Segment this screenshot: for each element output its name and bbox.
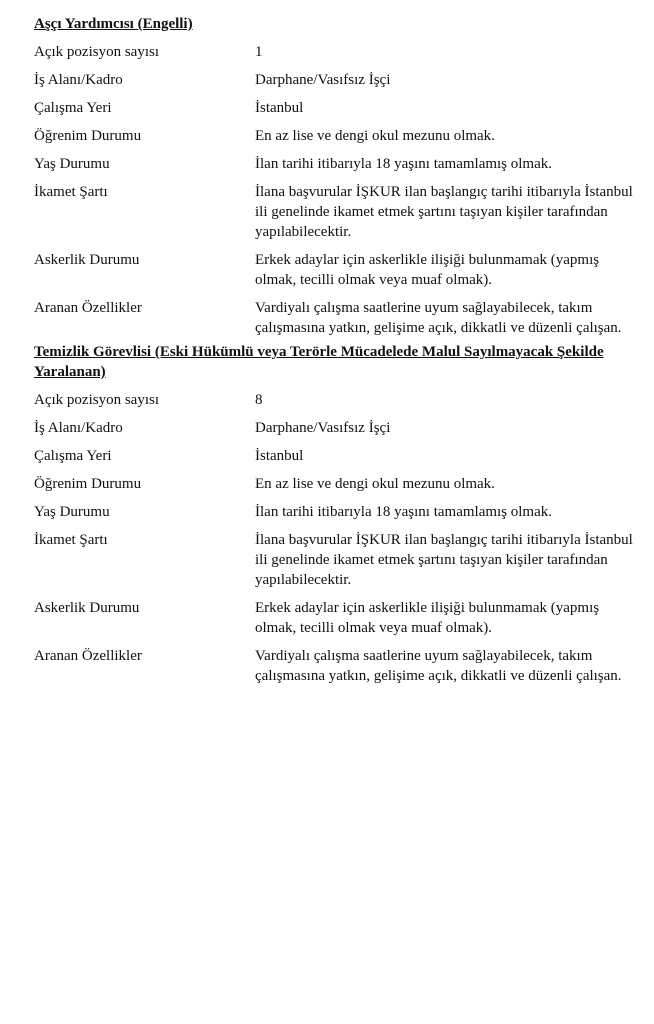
row-label: Çalışma Yeri [34, 448, 112, 464]
row-value: En az lise ve dengi okul mezunu olmak. [255, 128, 495, 144]
row-value: Darphane/Vasıfsız İşçi [255, 72, 391, 88]
section-title: Temizlik Görevlisi (Eski Hükümlü veya Terörle Mücadelede Malul Sayılmayacak Şekilde Yaralanan) [34, 344, 604, 380]
job-section-cleaning-staff [34, 342, 634, 686]
table-row-work-area [34, 418, 634, 438]
row-label: Askerlik Durumu [34, 600, 140, 616]
row-value: İlan tarihi itibarıyla 18 yaşını tamamlamış olmak. [255, 504, 553, 520]
table-row-residence [34, 182, 634, 242]
row-label: Açık pozisyon sayısı [34, 392, 159, 408]
document-page [34, 14, 634, 694]
job-section-cook-assistant [34, 14, 634, 338]
row-label: Öğrenim Durumu [34, 128, 142, 144]
row-value: İlana başvurular İŞKUR ilan başlangıç tarihi itibarıyla İstanbul ili genelinde ikamet etmek şartını taşıyan kişiler tarafından yapılabilecektir. [255, 184, 633, 240]
table-row-work-location [34, 98, 634, 118]
row-label: Yaş Durumu [34, 504, 110, 520]
row-label: Yaş Durumu [34, 156, 110, 172]
row-value: Darphane/Vasıfsız İşçi [255, 420, 391, 436]
table-row-education [34, 474, 634, 494]
row-label: İkamet Şartı [34, 184, 108, 200]
table-row-work-area [34, 70, 634, 90]
row-label: Çalışma Yeri [34, 100, 112, 116]
row-label: İkamet Şartı [34, 532, 108, 548]
row-label: İş Alanı/Kadro [34, 420, 123, 436]
table-row-age [34, 502, 634, 522]
table-row-age [34, 154, 634, 174]
table-row-open-positions [34, 42, 634, 62]
row-label: İş Alanı/Kadro [34, 72, 123, 88]
row-label: Öğrenim Durumu [34, 476, 142, 492]
table-row-military [34, 598, 634, 638]
row-value: İstanbul [255, 100, 304, 116]
row-value: En az lise ve dengi okul mezunu olmak. [255, 476, 495, 492]
table-row-education [34, 126, 634, 146]
table-row-work-location [34, 446, 634, 466]
table-row-qualifications [34, 646, 634, 686]
row-value: Erkek adaylar için askerlikle ilişiği bulunmamak (yapmış olmak, tecilli olmak veya muaf olmak). [255, 252, 600, 288]
row-value: İlana başvurular İŞKUR ilan başlangıç tarihi itibarıyla İstanbul ili genelinde ikamet etmek şartını taşıyan kişiler tarafından yapılabilecektir. [255, 532, 633, 588]
row-value: İstanbul [255, 448, 304, 464]
row-value: Vardiyalı çalışma saatlerine uyum sağlayabilecek, takım çalışmasına yatkın, gelişime açık, dikkatli ve düzenli çalışan. [255, 300, 622, 336]
section-title: Aşçı Yardımcısı (Engelli) [34, 16, 193, 32]
row-value: İlan tarihi itibarıyla 18 yaşını tamamlamış olmak. [255, 156, 553, 172]
table-row-residence [34, 530, 634, 590]
row-value: Erkek adaylar için askerlikle ilişiği bulunmamak (yapmış olmak, tecilli olmak veya muaf olmak). [255, 600, 600, 636]
row-label: Aranan Özellikler [34, 300, 142, 316]
row-label: Aranan Özellikler [34, 648, 142, 664]
row-value: 1 [255, 44, 263, 60]
row-label: Askerlik Durumu [34, 252, 140, 268]
row-value: Vardiyalı çalışma saatlerine uyum sağlayabilecek, takım çalışmasına yatkın, gelişime açık, dikkatli ve düzenli çalışan. [255, 648, 622, 684]
table-row-open-positions [34, 390, 634, 410]
row-label: Açık pozisyon sayısı [34, 44, 159, 60]
table-row-qualifications [34, 298, 634, 338]
table-row-military [34, 250, 634, 290]
row-value: 8 [255, 392, 263, 408]
